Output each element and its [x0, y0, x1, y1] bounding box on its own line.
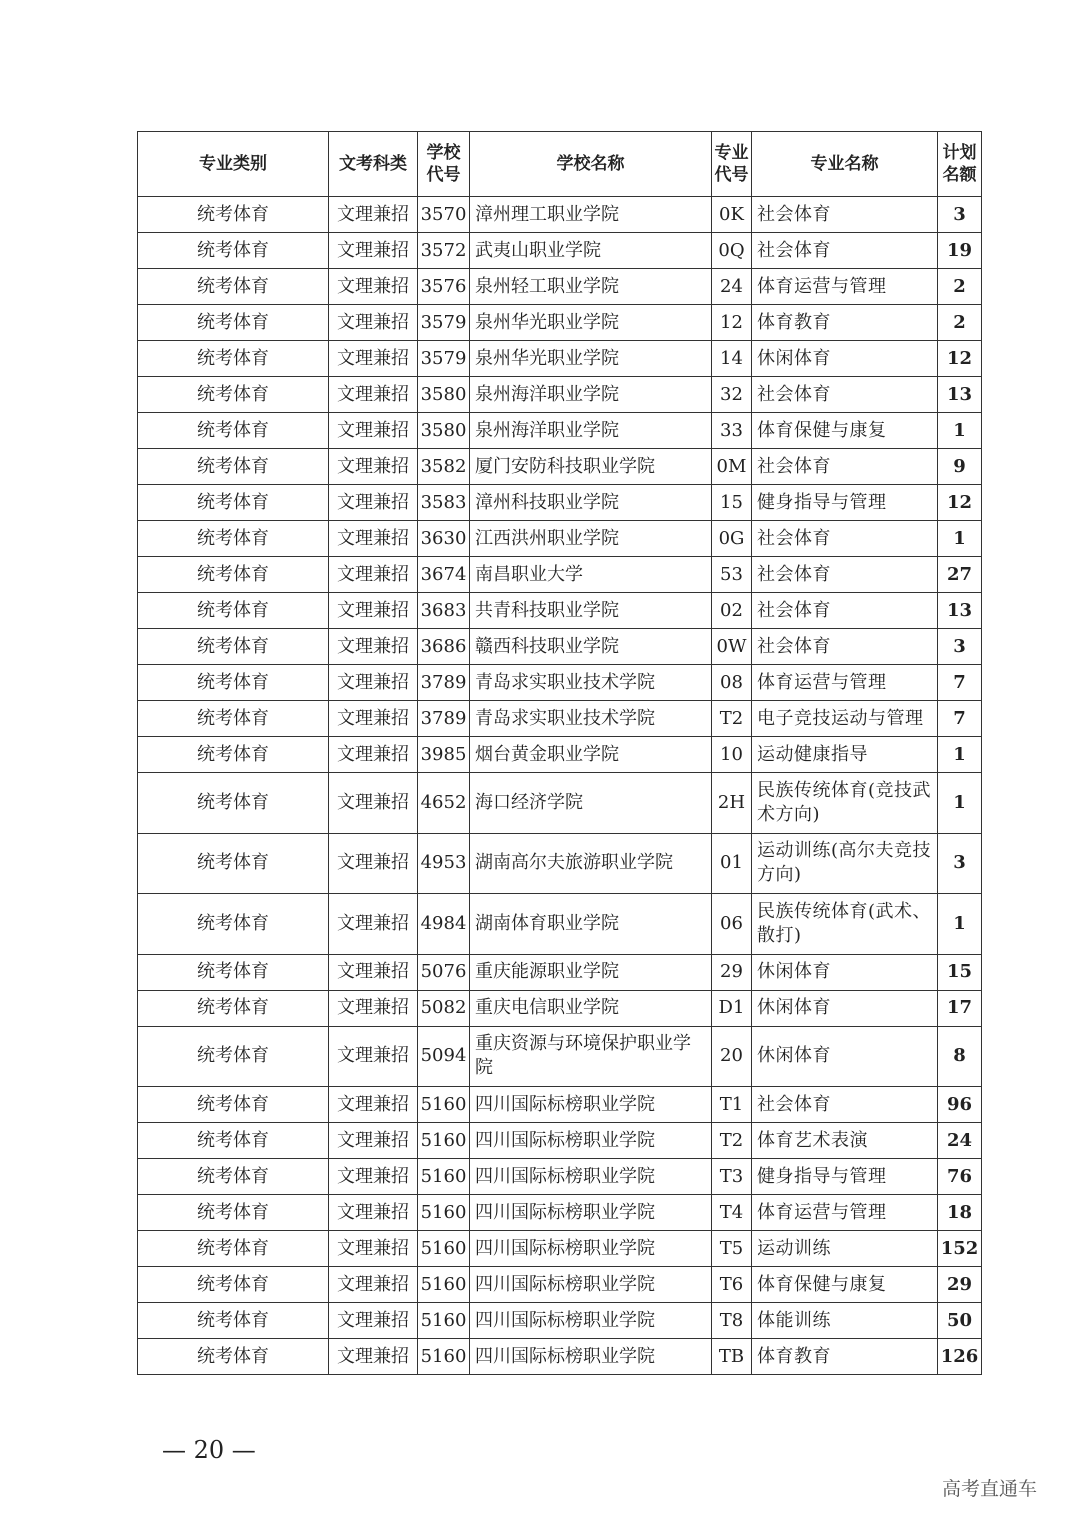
cell-subject-type: 文理兼招 [329, 557, 418, 593]
cell-school-code: 5160 [418, 1339, 470, 1375]
cell-school-name: 泉州华光职业学院 [470, 305, 712, 341]
cell-major-code: T1 [712, 1087, 752, 1123]
cell-subject-type: 文理兼招 [329, 1026, 418, 1087]
cell-subject-type: 文理兼招 [329, 629, 418, 665]
cell-school-code: 5160 [418, 1123, 470, 1159]
table-row [138, 1339, 982, 1375]
table-row [138, 485, 982, 521]
cell-category: 统考体育 [138, 1267, 329, 1303]
cell-major-code: 02 [712, 593, 752, 629]
cell-major-code: 20 [712, 1026, 752, 1087]
cell-subject-type: 文理兼招 [329, 1159, 418, 1195]
cell-major-code: T3 [712, 1159, 752, 1195]
table-row [138, 1026, 982, 1087]
cell-category: 统考体育 [138, 737, 329, 773]
table-row [138, 773, 982, 834]
cell-subject-type: 文理兼招 [329, 954, 418, 990]
cell-major-code: 2H [712, 773, 752, 834]
cell-school-name: 湖南高尔夫旅游职业学院 [470, 833, 712, 894]
cell-plan-quota: 19 [938, 233, 982, 269]
table-row [138, 1087, 982, 1123]
cell-category: 统考体育 [138, 1159, 329, 1195]
cell-major-name: 社会体育 [752, 593, 938, 629]
cell-category: 统考体育 [138, 833, 329, 894]
cell-major-code: 06 [712, 894, 752, 955]
cell-plan-quota: 76 [938, 1159, 982, 1195]
cell-school-name: 四川国际标榜职业学院 [470, 1087, 712, 1123]
table-row [138, 593, 982, 629]
cell-category: 统考体育 [138, 485, 329, 521]
cell-major-code: T2 [712, 1123, 752, 1159]
cell-subject-type: 文理兼招 [329, 990, 418, 1026]
cell-major-code: 12 [712, 305, 752, 341]
table-row [138, 1303, 982, 1339]
cell-school-name: 南昌职业大学 [470, 557, 712, 593]
enrollment-plan-table [137, 131, 982, 1375]
cell-major-code: T6 [712, 1267, 752, 1303]
cell-plan-quota: 2 [938, 269, 982, 305]
cell-plan-quota: 13 [938, 377, 982, 413]
cell-school-name: 泉州海洋职业学院 [470, 413, 712, 449]
table-row [138, 894, 982, 955]
cell-major-name: 运动训练(高尔夫竞技方向) [752, 833, 938, 894]
cell-subject-type: 文理兼招 [329, 1123, 418, 1159]
cell-school-name: 四川国际标榜职业学院 [470, 1231, 712, 1267]
cell-major-name: 社会体育 [752, 557, 938, 593]
cell-major-name: 体育教育 [752, 1339, 938, 1375]
cell-subject-type: 文理兼招 [329, 485, 418, 521]
cell-school-name: 江西洪州职业学院 [470, 521, 712, 557]
cell-subject-type: 文理兼招 [329, 269, 418, 305]
table-row [138, 990, 982, 1026]
cell-school-code: 3582 [418, 449, 470, 485]
cell-category: 统考体育 [138, 521, 329, 557]
cell-category: 统考体育 [138, 197, 329, 233]
cell-subject-type: 文理兼招 [329, 1303, 418, 1339]
cell-major-name: 休闲体育 [752, 1026, 938, 1087]
cell-school-code: 3576 [418, 269, 470, 305]
cell-plan-quota: 3 [938, 197, 982, 233]
cell-plan-quota: 1 [938, 773, 982, 834]
cell-major-code: TB [712, 1339, 752, 1375]
cell-major-name: 运动健康指导 [752, 737, 938, 773]
table-row [138, 449, 982, 485]
cell-school-name: 四川国际标榜职业学院 [470, 1123, 712, 1159]
cell-category: 统考体育 [138, 1303, 329, 1339]
cell-subject-type: 文理兼招 [329, 449, 418, 485]
cell-school-code: 5160 [418, 1195, 470, 1231]
watermark: 高考直通车 [942, 1478, 1038, 1500]
cell-major-name: 健身指导与管理 [752, 485, 938, 521]
cell-plan-quota: 18 [938, 1195, 982, 1231]
cell-major-code: 24 [712, 269, 752, 305]
cell-school-name: 四川国际标榜职业学院 [470, 1159, 712, 1195]
cell-plan-quota: 8 [938, 1026, 982, 1087]
cell-category: 统考体育 [138, 665, 329, 701]
cell-major-code: T4 [712, 1195, 752, 1231]
cell-school-name: 烟台黄金职业学院 [470, 737, 712, 773]
table-row [138, 1195, 982, 1231]
cell-category: 统考体育 [138, 557, 329, 593]
cell-school-code: 5082 [418, 990, 470, 1026]
cell-category: 统考体育 [138, 701, 329, 737]
cell-school-name: 湖南体育职业学院 [470, 894, 712, 955]
cell-school-name: 共青科技职业学院 [470, 593, 712, 629]
cell-major-code: T2 [712, 701, 752, 737]
cell-major-code: T5 [712, 1231, 752, 1267]
cell-major-name: 社会体育 [752, 377, 938, 413]
cell-category: 统考体育 [138, 233, 329, 269]
cell-subject-type: 文理兼招 [329, 1231, 418, 1267]
cell-plan-quota: 1 [938, 413, 982, 449]
cell-major-code: 53 [712, 557, 752, 593]
header-category: 专业类别 [138, 132, 329, 197]
cell-school-code: 5160 [418, 1159, 470, 1195]
cell-subject-type: 文理兼招 [329, 833, 418, 894]
cell-school-code: 3683 [418, 593, 470, 629]
table-row [138, 1123, 982, 1159]
table-row [138, 413, 982, 449]
cell-major-name: 体育艺术表演 [752, 1123, 938, 1159]
cell-school-name: 海口经济学院 [470, 773, 712, 834]
cell-plan-quota: 1 [938, 894, 982, 955]
cell-school-name: 泉州轻工职业学院 [470, 269, 712, 305]
cell-school-name: 四川国际标榜职业学院 [470, 1267, 712, 1303]
cell-plan-quota: 7 [938, 701, 982, 737]
cell-category: 统考体育 [138, 449, 329, 485]
cell-major-name: 休闲体育 [752, 341, 938, 377]
cell-subject-type: 文理兼招 [329, 1087, 418, 1123]
cell-category: 统考体育 [138, 1339, 329, 1375]
cell-school-code: 5160 [418, 1087, 470, 1123]
cell-school-name: 赣西科技职业学院 [470, 629, 712, 665]
cell-category: 统考体育 [138, 629, 329, 665]
table-row [138, 1231, 982, 1267]
header-plan-quota: 计划名额 [938, 132, 982, 197]
cell-subject-type: 文理兼招 [329, 521, 418, 557]
cell-major-code: 01 [712, 833, 752, 894]
cell-school-name: 武夷山职业学院 [470, 233, 712, 269]
cell-major-name: 社会体育 [752, 449, 938, 485]
cell-school-code: 3789 [418, 701, 470, 737]
cell-major-name: 民族传统体育(竞技武术方向) [752, 773, 938, 834]
cell-school-name: 泉州海洋职业学院 [470, 377, 712, 413]
cell-school-name: 四川国际标榜职业学院 [470, 1339, 712, 1375]
table-row [138, 197, 982, 233]
cell-category: 统考体育 [138, 305, 329, 341]
table-row [138, 233, 982, 269]
cell-category: 统考体育 [138, 341, 329, 377]
table-row [138, 701, 982, 737]
cell-major-code: D1 [712, 990, 752, 1026]
cell-plan-quota: 29 [938, 1267, 982, 1303]
cell-school-code: 3579 [418, 305, 470, 341]
cell-school-name: 四川国际标榜职业学院 [470, 1195, 712, 1231]
cell-school-code: 3789 [418, 665, 470, 701]
cell-plan-quota: 3 [938, 629, 982, 665]
cell-plan-quota: 24 [938, 1123, 982, 1159]
cell-major-code: 10 [712, 737, 752, 773]
cell-major-name: 休闲体育 [752, 990, 938, 1026]
cell-major-name: 电子竞技运动与管理 [752, 701, 938, 737]
cell-school-code: 3572 [418, 233, 470, 269]
cell-school-code: 4953 [418, 833, 470, 894]
cell-subject-type: 文理兼招 [329, 894, 418, 955]
cell-plan-quota: 27 [938, 557, 982, 593]
cell-major-name: 社会体育 [752, 1087, 938, 1123]
cell-school-name: 青岛求实职业技术学院 [470, 665, 712, 701]
table-row [138, 341, 982, 377]
cell-category: 统考体育 [138, 773, 329, 834]
cell-school-code: 5076 [418, 954, 470, 990]
table-row [138, 1267, 982, 1303]
table-header-row [138, 132, 982, 197]
cell-category: 统考体育 [138, 1026, 329, 1087]
cell-school-name: 漳州科技职业学院 [470, 485, 712, 521]
cell-plan-quota: 1 [938, 521, 982, 557]
cell-school-name: 四川国际标榜职业学院 [470, 1303, 712, 1339]
table-row [138, 833, 982, 894]
cell-major-name: 休闲体育 [752, 954, 938, 990]
header-school-name: 学校名称 [470, 132, 712, 197]
cell-major-name: 体育教育 [752, 305, 938, 341]
cell-category: 统考体育 [138, 593, 329, 629]
table-row [138, 269, 982, 305]
header-subject-type: 文考科类 [329, 132, 418, 197]
cell-subject-type: 文理兼招 [329, 377, 418, 413]
cell-major-name: 体育运营与管理 [752, 269, 938, 305]
cell-category: 统考体育 [138, 1231, 329, 1267]
cell-major-code: 0G [712, 521, 752, 557]
cell-category: 统考体育 [138, 377, 329, 413]
cell-plan-quota: 13 [938, 593, 982, 629]
cell-major-code: 08 [712, 665, 752, 701]
cell-major-name: 体育运营与管理 [752, 1195, 938, 1231]
cell-major-name: 社会体育 [752, 233, 938, 269]
cell-school-name: 厦门安防科技职业学院 [470, 449, 712, 485]
cell-subject-type: 文理兼招 [329, 305, 418, 341]
cell-school-code: 5160 [418, 1231, 470, 1267]
cell-subject-type: 文理兼招 [329, 773, 418, 834]
cell-major-name: 社会体育 [752, 521, 938, 557]
table-row [138, 665, 982, 701]
cell-plan-quota: 1 [938, 737, 982, 773]
cell-school-name: 重庆资源与环境保护职业学院 [470, 1026, 712, 1087]
cell-category: 统考体育 [138, 894, 329, 955]
cell-major-name: 健身指导与管理 [752, 1159, 938, 1195]
cell-major-code: 0Q [712, 233, 752, 269]
cell-plan-quota: 50 [938, 1303, 982, 1339]
cell-category: 统考体育 [138, 1087, 329, 1123]
cell-subject-type: 文理兼招 [329, 737, 418, 773]
cell-major-code: T8 [712, 1303, 752, 1339]
cell-school-name: 重庆电信职业学院 [470, 990, 712, 1026]
cell-major-name: 社会体育 [752, 629, 938, 665]
cell-plan-quota: 9 [938, 449, 982, 485]
cell-plan-quota: 126 [938, 1339, 982, 1375]
cell-subject-type: 文理兼招 [329, 1267, 418, 1303]
cell-category: 统考体育 [138, 1123, 329, 1159]
table-row [138, 1159, 982, 1195]
cell-major-code: 29 [712, 954, 752, 990]
cell-school-code: 3570 [418, 197, 470, 233]
cell-category: 统考体育 [138, 269, 329, 305]
cell-major-name: 民族传统体育(武术、散打) [752, 894, 938, 955]
cell-category: 统考体育 [138, 954, 329, 990]
cell-subject-type: 文理兼招 [329, 665, 418, 701]
cell-subject-type: 文理兼招 [329, 413, 418, 449]
cell-school-name: 漳州理工职业学院 [470, 197, 712, 233]
table-row [138, 377, 982, 413]
cell-school-code: 5160 [418, 1303, 470, 1339]
cell-subject-type: 文理兼招 [329, 593, 418, 629]
cell-school-code: 3583 [418, 485, 470, 521]
cell-major-code: 33 [712, 413, 752, 449]
table-row [138, 305, 982, 341]
page-number: — 20 — [162, 1436, 256, 1464]
cell-subject-type: 文理兼招 [329, 1339, 418, 1375]
cell-plan-quota: 12 [938, 485, 982, 521]
table-row [138, 521, 982, 557]
cell-subject-type: 文理兼招 [329, 1195, 418, 1231]
cell-school-code: 3686 [418, 629, 470, 665]
cell-plan-quota: 152 [938, 1231, 982, 1267]
cell-category: 统考体育 [138, 413, 329, 449]
cell-major-name: 体育保健与康复 [752, 413, 938, 449]
cell-school-code: 5094 [418, 1026, 470, 1087]
cell-plan-quota: 7 [938, 665, 982, 701]
table-row [138, 629, 982, 665]
cell-plan-quota: 12 [938, 341, 982, 377]
cell-school-code: 4984 [418, 894, 470, 955]
cell-school-code: 3630 [418, 521, 470, 557]
cell-category: 统考体育 [138, 1195, 329, 1231]
cell-school-name: 青岛求实职业技术学院 [470, 701, 712, 737]
cell-major-name: 体能训练 [752, 1303, 938, 1339]
cell-major-code: 0W [712, 629, 752, 665]
cell-major-code: 0K [712, 197, 752, 233]
header-school-code: 学校代号 [418, 132, 470, 197]
table-row [138, 954, 982, 990]
cell-plan-quota: 2 [938, 305, 982, 341]
cell-school-code: 3674 [418, 557, 470, 593]
cell-subject-type: 文理兼招 [329, 701, 418, 737]
cell-school-code: 5160 [418, 1267, 470, 1303]
cell-major-code: 15 [712, 485, 752, 521]
cell-school-name: 重庆能源职业学院 [470, 954, 712, 990]
header-major-name: 专业名称 [752, 132, 938, 197]
cell-major-code: 0M [712, 449, 752, 485]
cell-major-name: 体育保健与康复 [752, 1267, 938, 1303]
cell-subject-type: 文理兼招 [329, 341, 418, 377]
cell-school-code: 4652 [418, 773, 470, 834]
cell-major-code: 14 [712, 341, 752, 377]
cell-plan-quota: 17 [938, 990, 982, 1026]
cell-major-name: 运动训练 [752, 1231, 938, 1267]
cell-school-name: 泉州华光职业学院 [470, 341, 712, 377]
table-row [138, 737, 982, 773]
cell-plan-quota: 15 [938, 954, 982, 990]
cell-subject-type: 文理兼招 [329, 197, 418, 233]
cell-school-code: 3580 [418, 377, 470, 413]
cell-category: 统考体育 [138, 990, 329, 1026]
header-major-code: 专业代号 [712, 132, 752, 197]
cell-plan-quota: 96 [938, 1087, 982, 1123]
table-row [138, 557, 982, 593]
cell-school-code: 3580 [418, 413, 470, 449]
cell-major-name: 体育运营与管理 [752, 665, 938, 701]
cell-school-code: 3985 [418, 737, 470, 773]
cell-school-code: 3579 [418, 341, 470, 377]
cell-major-name: 社会体育 [752, 197, 938, 233]
cell-subject-type: 文理兼招 [329, 233, 418, 269]
cell-plan-quota: 3 [938, 833, 982, 894]
cell-major-code: 32 [712, 377, 752, 413]
